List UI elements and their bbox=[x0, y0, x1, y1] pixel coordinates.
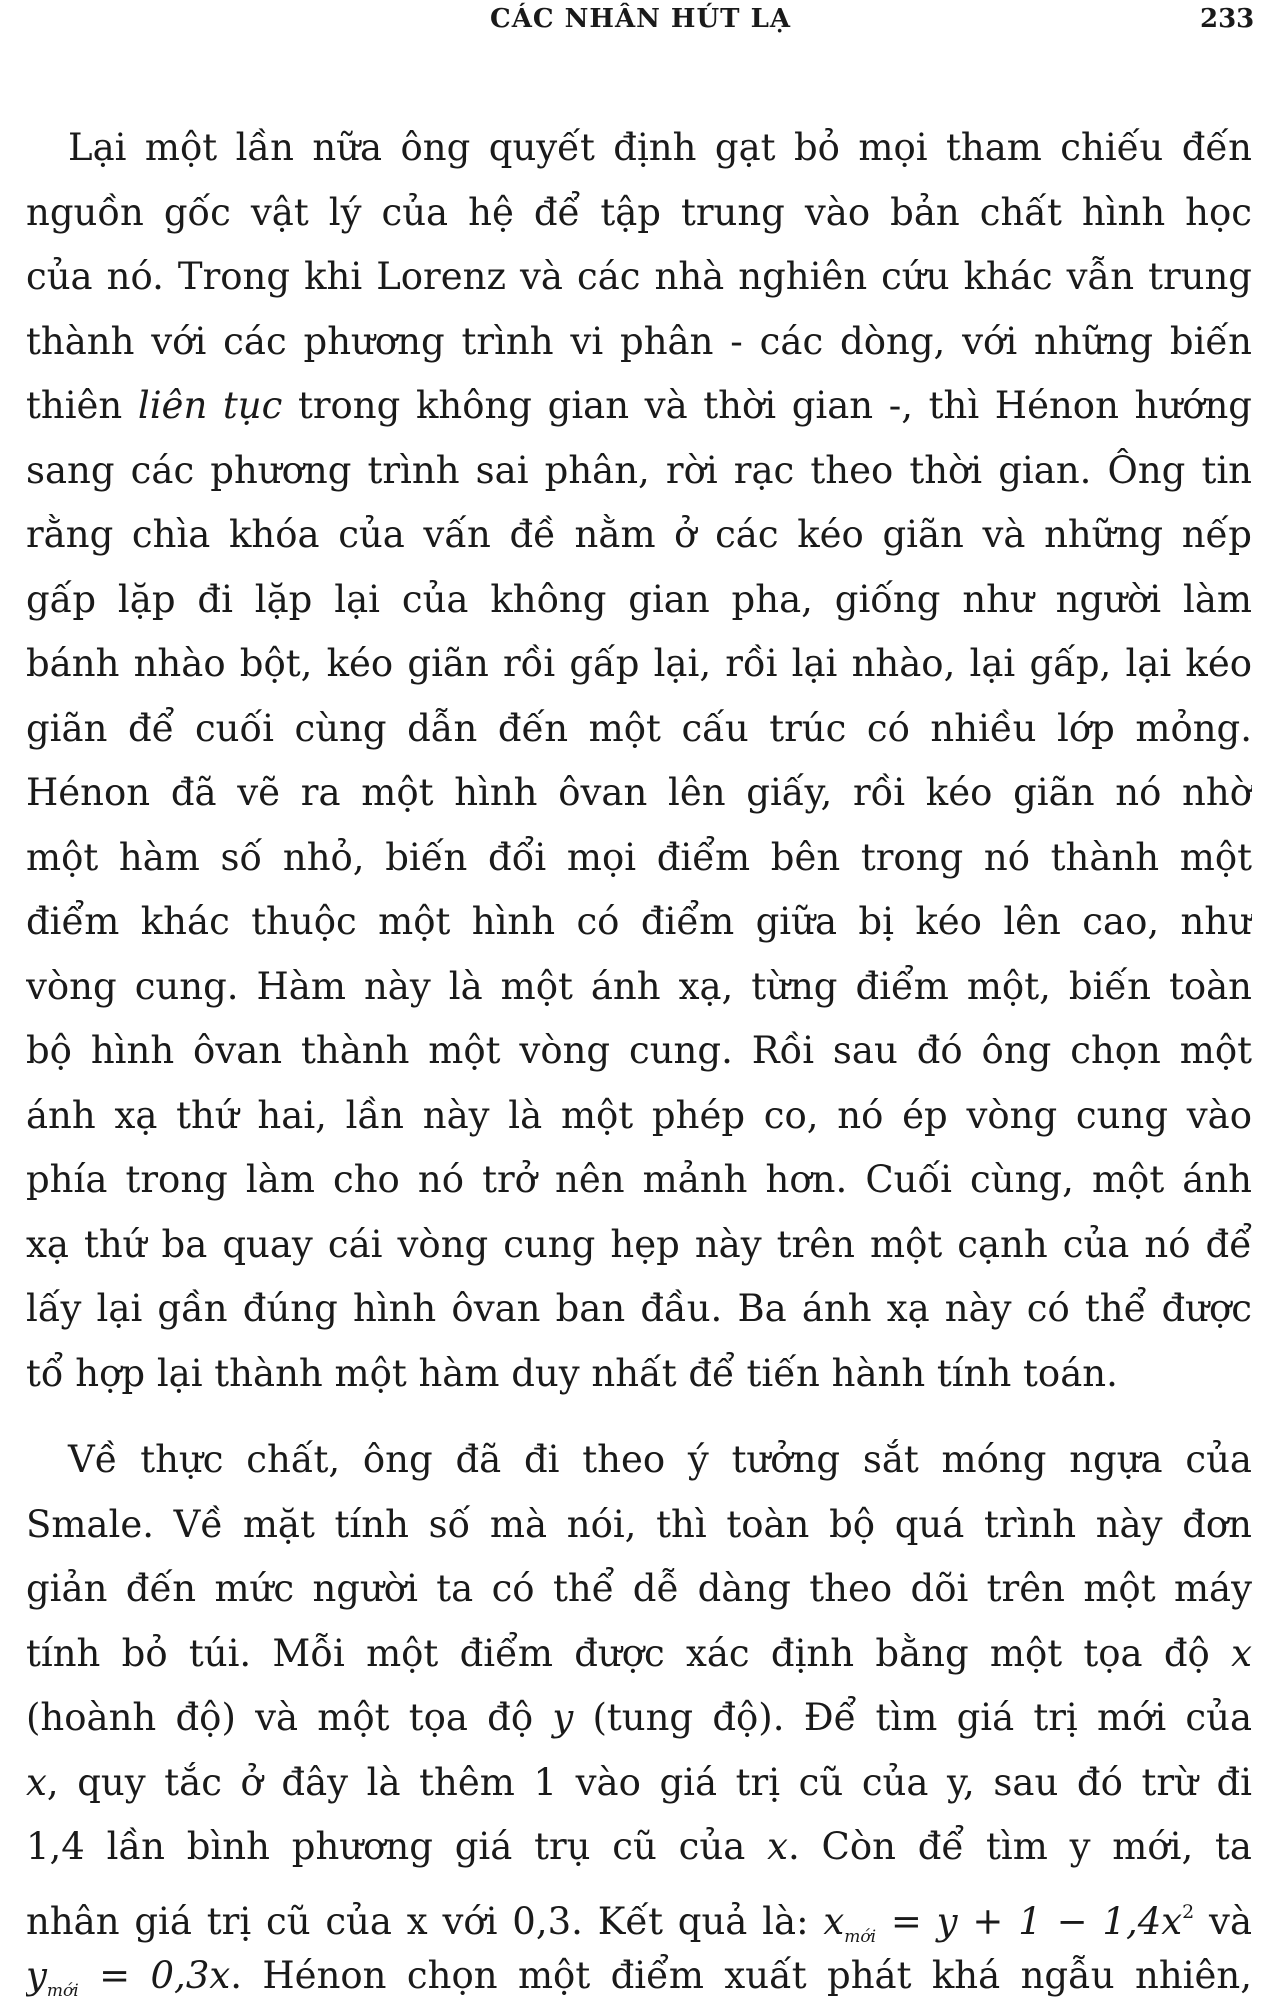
text-line bbox=[26, 1815, 1252, 1880]
formula-y-new: y bbox=[26, 1954, 47, 1997]
text-run: . Hénon chọn một điểm xuất phát khá ngẫu nhiên, bbox=[230, 1954, 1252, 1997]
text-line: rằng chìa khóa của vấn đề nằm ở các kéo giãn và những nếp bbox=[26, 513, 1252, 556]
text-run: nhân giá trị cũ của x với 0,3. Kết quả là: bbox=[26, 1899, 824, 1943]
text-line: vòng cung. Hàm này là một ánh xạ, từng điểm một, biến toàn bbox=[26, 964, 1252, 1008]
text-run: . Còn để tìm y mới, ta bbox=[787, 1825, 1252, 1868]
text-line: thành với các phương trình vi phân - các dòng, với những biến bbox=[26, 319, 1252, 363]
variable-x: x bbox=[1231, 1631, 1252, 1675]
text-line: giãn để cuối cùng dẫn đến một cấu trúc có nhiều lớp mỏng. bbox=[26, 706, 1252, 750]
formula-x-new: x bbox=[823, 1899, 845, 1943]
text-line bbox=[26, 374, 1252, 439]
text-line: một hàm số nhỏ, biến đổi mọi điểm bên trong nó thành một bbox=[26, 835, 1252, 879]
subscript-new: mới bbox=[46, 1981, 79, 2001]
text-run: trong không gian và thời gian -, thì Hénon hướng bbox=[282, 384, 1252, 427]
text-line: nguồn gốc vật lý của hệ để tập trung vào bản chất hình học bbox=[26, 190, 1252, 234]
emphasis-text: liên tục bbox=[137, 384, 283, 427]
text-line bbox=[26, 1880, 1252, 1945]
formula-x-rhs: = y + 1 − 1,4x bbox=[876, 1899, 1183, 1943]
text-line: xạ thứ ba quay cái vòng cung hẹp này trên một cạnh của nó để bbox=[26, 1222, 1252, 1266]
variable-y: y bbox=[552, 1696, 574, 1739]
text-line bbox=[26, 1622, 1252, 1687]
text-line bbox=[26, 1686, 1252, 1751]
text-line: phía trong làm cho nó trở nên mảnh hơn. Cuối cùng, một ánh bbox=[26, 1158, 1252, 1201]
running-head bbox=[0, 4, 1280, 44]
text-line bbox=[26, 1944, 1252, 2009]
text-run: 1,4 lần bình phương giá trụ cũ của bbox=[26, 1825, 768, 1868]
text-line: của nó. Trong khi Lorenz và các nhà nghiên cứu khác vẫn trung bbox=[26, 255, 1252, 298]
variable-x: x bbox=[767, 1825, 788, 1868]
text-run: , quy tắc ở đây là thêm 1 vào giá trị cũ của y, sau đó trừ đi bbox=[46, 1760, 1252, 1804]
text-line: điểm khác thuộc một hình có điểm giữa bị kéo lên cao, như bbox=[26, 900, 1252, 943]
text-run: (hoành độ) và một tọa độ bbox=[26, 1696, 553, 1739]
text-line: Về thực chất, ông đã đi theo ý tưởng sắt móng ngựa của bbox=[68, 1438, 1252, 1481]
paragraph-1 bbox=[26, 116, 1252, 1406]
text-line: bánh nhào bột, kéo giãn rồi gấp lại, rồi lại nhào, lại gấp, lại kéo bbox=[26, 642, 1252, 685]
text-run: và bbox=[1194, 1899, 1252, 1943]
text-line: sang các phương trình sai phân, rời rạc theo thời gian. Ông tin bbox=[26, 448, 1252, 492]
text-line: Lại một lần nữa ông quyết định gạt bỏ mọi tham chiếu đến bbox=[68, 126, 1252, 169]
paragraph-2 bbox=[26, 1428, 1252, 2009]
text-run: (tung độ). Để tìm giá trị mới của bbox=[573, 1696, 1252, 1739]
text-line: lấy lại gần đúng hình ôvan ban đầu. Ba ánh xạ này có thể được bbox=[26, 1287, 1252, 1330]
text-line: bộ hình ôvan thành một vòng cung. Rồi sau đó ông chọn một bbox=[26, 1029, 1252, 1072]
text-line: giản đến mức người ta có thể dễ dàng theo dõi trên một máy bbox=[26, 1567, 1252, 1610]
text-line: Hénon đã vẽ ra một hình ôvan lên giấy, rồi kéo giãn nó nhờ bbox=[26, 771, 1252, 814]
text-line: ánh xạ thứ hai, lần này là một phép co, nó ép vòng cung vào bbox=[26, 1093, 1252, 1137]
formula-y-rhs: = 0,3x bbox=[78, 1954, 231, 1997]
body-text bbox=[26, 116, 1252, 2009]
text-line bbox=[26, 1751, 1252, 1816]
chapter-title: CÁC NHÂN HÚT LẠ bbox=[490, 4, 792, 34]
text-line: gấp lặp đi lặp lại của không gian pha, giống như người làm bbox=[26, 577, 1252, 621]
text-run: thiên bbox=[26, 384, 138, 427]
text-line: tổ hợp lại thành một hàm duy nhất để tiến hành tính toán. bbox=[26, 1351, 1118, 1395]
superscript-2: 2 bbox=[1182, 1900, 1195, 1923]
subscript-new: mới bbox=[844, 1926, 877, 1944]
page-number: 233 bbox=[1200, 4, 1255, 34]
text-line: Smale. Về mặt tính số mà nói, thì toàn bộ quá trình này đơn bbox=[26, 1502, 1252, 1546]
text-run: tính bỏ túi. Mỗi một điểm được xác định bằng một tọa độ bbox=[26, 1631, 1232, 1675]
variable-x: x bbox=[26, 1760, 47, 1804]
